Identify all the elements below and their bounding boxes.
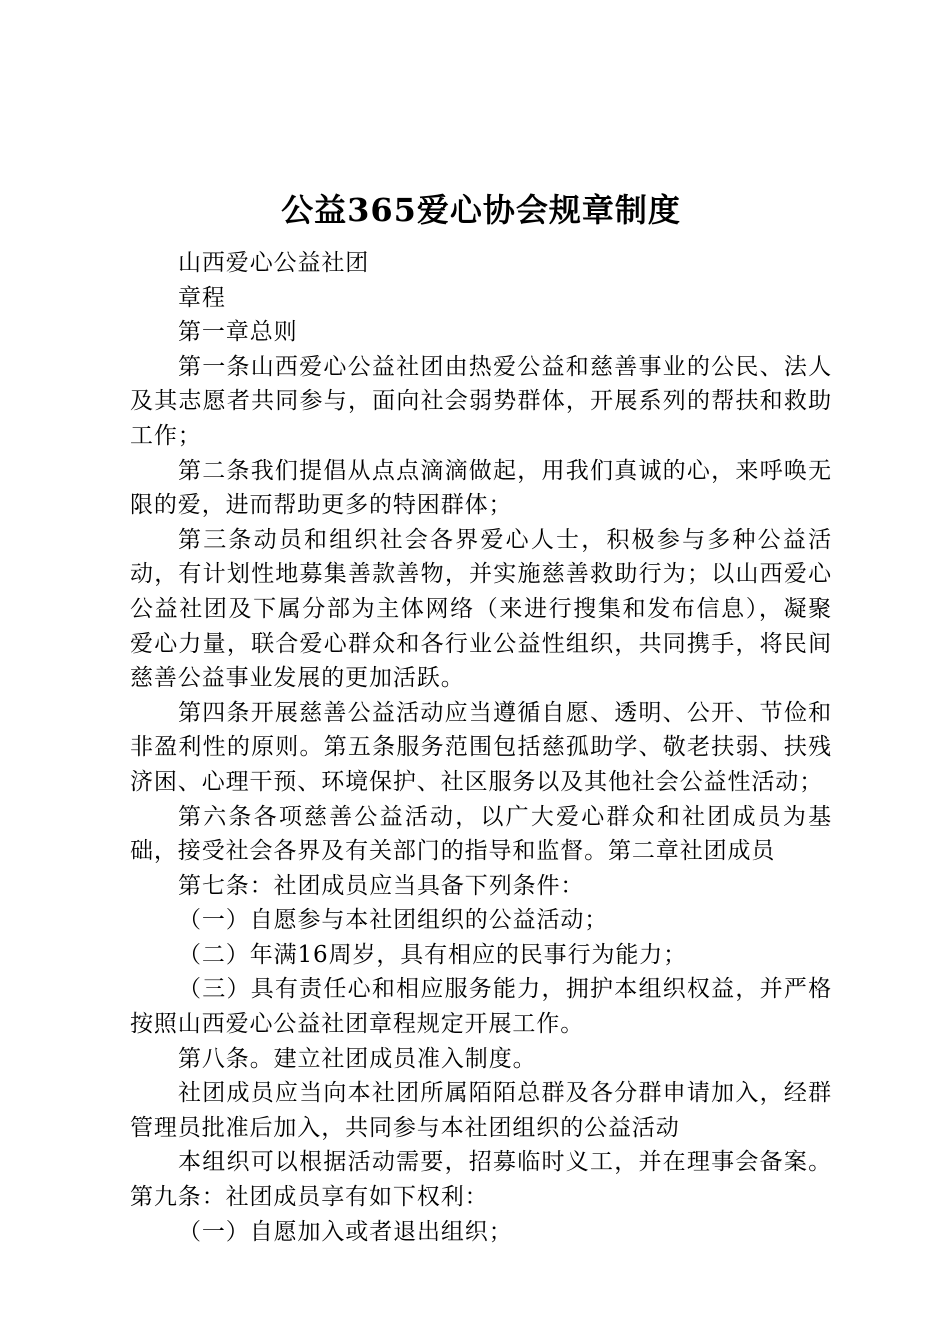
paragraph: 第四条开展慈善公益活动应当遵循自愿、透明、公开、节俭和非盈利性的原则。第五条服务范围包括慈孤助学、敬老扶弱、扶残济困、心理干预、环境保护、社区服务以及其他社会公益性活动；	[130, 699, 832, 795]
list-item: （一）自愿加入或者退出组织；	[178, 1218, 513, 1245]
paragraph: 章程	[178, 284, 226, 311]
paragraph: 本组织可以根据活动需要，招募临时义工，并在理事会备案。第九条：社团成员享有如下权利：	[130, 1149, 832, 1211]
paragraph: 第二条我们提倡从点点滴滴做起，用我们真诚的心，来呼唤无限的爱，进而帮助更多的特困群体；	[130, 457, 832, 519]
list-item: （三）具有责任心和相应服务能力，拥护本组织权益，并严格按照山西爱心公益社团章程规定开展工作。	[130, 976, 832, 1038]
paragraph: 第三条动员和组织社会各界爱心人士，积极参与多种公益活动，有计划性地募集善款善物，并实施慈善救助行为；以山西爱心公益社团及下属分部为主体网络（来进行搜集和发布信息），凝聚爱心力量，联合爱心群众和各行业公益性组织，共同携手，将民间慈善公益事业发展的更加活跃。	[130, 526, 832, 692]
list-item: （一）自愿参与本社团组织的公益活动；	[178, 907, 609, 934]
paragraph: 第一条山西爱心公益社团由热爱公益和慈善事业的公民、法人及其志愿者共同参与，面向社会弱势群体，开展系列的帮扶和救助工作；	[130, 353, 832, 449]
paragraph: 社团成员应当向本社团所属陌陌总群及各分群申请加入，经群管理员批准后加入，共同参与本社团组织的公益活动	[130, 1080, 832, 1141]
document-title: 公益365爱心协会规章制度	[281, 191, 681, 229]
paragraph: 第七条：社团成员应当具备下列条件：	[178, 872, 585, 899]
list-item: （二）年满16周岁，具有相应的民事行为能力；	[178, 941, 688, 968]
paragraph: 第六条各项慈善公益活动，以广大爱心群众和社团成员为基础，接受社会各界及有关部门的指导和监督。第二章社团成员	[130, 803, 832, 865]
document-body	[130, 246, 832, 1249]
paragraph: 山西爱心公益社团	[178, 250, 370, 276]
paragraph: 第八条。建立社团成员准入制度。	[178, 1045, 537, 1072]
chapter-heading: 第一章总则	[178, 319, 298, 346]
